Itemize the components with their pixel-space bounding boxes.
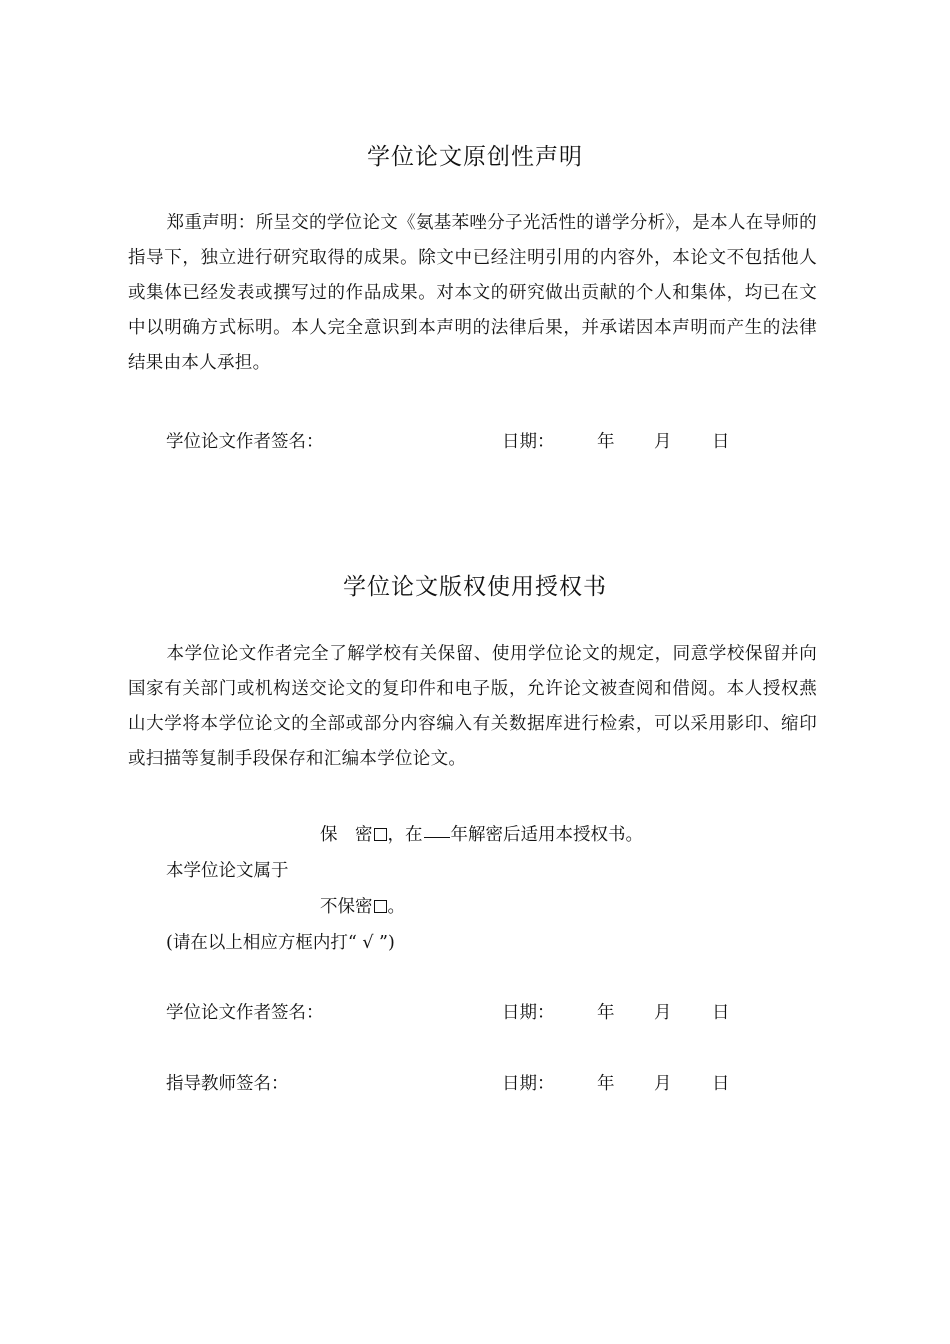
authorization-author-day-label: 日 — [712, 1003, 730, 1023]
authorization-body: 本学位论文作者完全了解学校有关保留、使用学位论文的规定，同意学校保留并向国家有关部门或机构送交论文的复印件和电子版，允许论文被查阅和借阅。本人授权燕山大学将本学位论文的全部或部分内容编入有关数据库进行检索，可以采用影印、缩印或扫描等复制手段保存和汇编本学位论文。 — [128, 644, 817, 769]
declaration-date-label: 日期： — [502, 432, 555, 452]
declaration-author-signature-label: 学位论文作者签名： — [166, 432, 324, 452]
advisor-date-label: 日期： — [502, 1074, 555, 1094]
authorization-title: 学位论文版权使用授权书 — [343, 574, 607, 600]
advisor-month-label: 月 — [654, 1074, 672, 1094]
advisor-signature-label: 指导教师签名： — [166, 1074, 289, 1094]
declaration-year-label: 年 — [597, 432, 615, 452]
not-secret-label: 不保密 — [320, 897, 373, 917]
secret-years-blank[interactable] — [424, 836, 450, 838]
not-secret-option-line — [320, 893, 405, 918]
declaration-body: 郑重声明：所呈交的学位论文《氨基苯唑分子光活性的谱学分析》，是本人在导师的指导下，独立进行研究取得的成果。除文中已经注明引用的内容外，本论文不包括他人或集体已经发表或撰写过的作品成果。对本文的研究做出贡献的个人和集体，均已在文中以明确方式标明。本人完全意识到本声明的法律后果，并承诺因本声明而产生的法律结果由本人承担。 — [128, 213, 817, 373]
secret-option-label: 保 密 — [320, 825, 373, 845]
advisor-day-label: 日 — [712, 1074, 730, 1094]
declaration-day-label: 日 — [712, 432, 730, 452]
belongs-label: 本学位论文属于 — [166, 861, 289, 881]
declaration-month-label: 月 — [654, 432, 672, 452]
authorization-author-signature-label: 学位论文作者签名： — [166, 1003, 324, 1023]
not-secret-checkbox[interactable] — [374, 900, 387, 913]
not-secret-end: 。 — [387, 897, 405, 917]
checkbox-instruction: (请在以上相应方框内打“ √ ”) — [166, 933, 395, 953]
advisor-year-label: 年 — [597, 1074, 615, 1094]
secret-option-mid: ，在 — [387, 825, 423, 845]
authorization-author-year-label: 年 — [597, 1003, 615, 1023]
secret-option-line — [320, 821, 643, 846]
authorization-author-month-label: 月 — [654, 1003, 672, 1023]
authorization-author-date-label: 日期： — [502, 1003, 555, 1023]
declaration-title: 学位论文原创性声明 — [367, 144, 583, 170]
secret-checkbox[interactable] — [374, 828, 387, 841]
secret-option-suffix: 年解密后适用本授权书。 — [450, 825, 643, 845]
